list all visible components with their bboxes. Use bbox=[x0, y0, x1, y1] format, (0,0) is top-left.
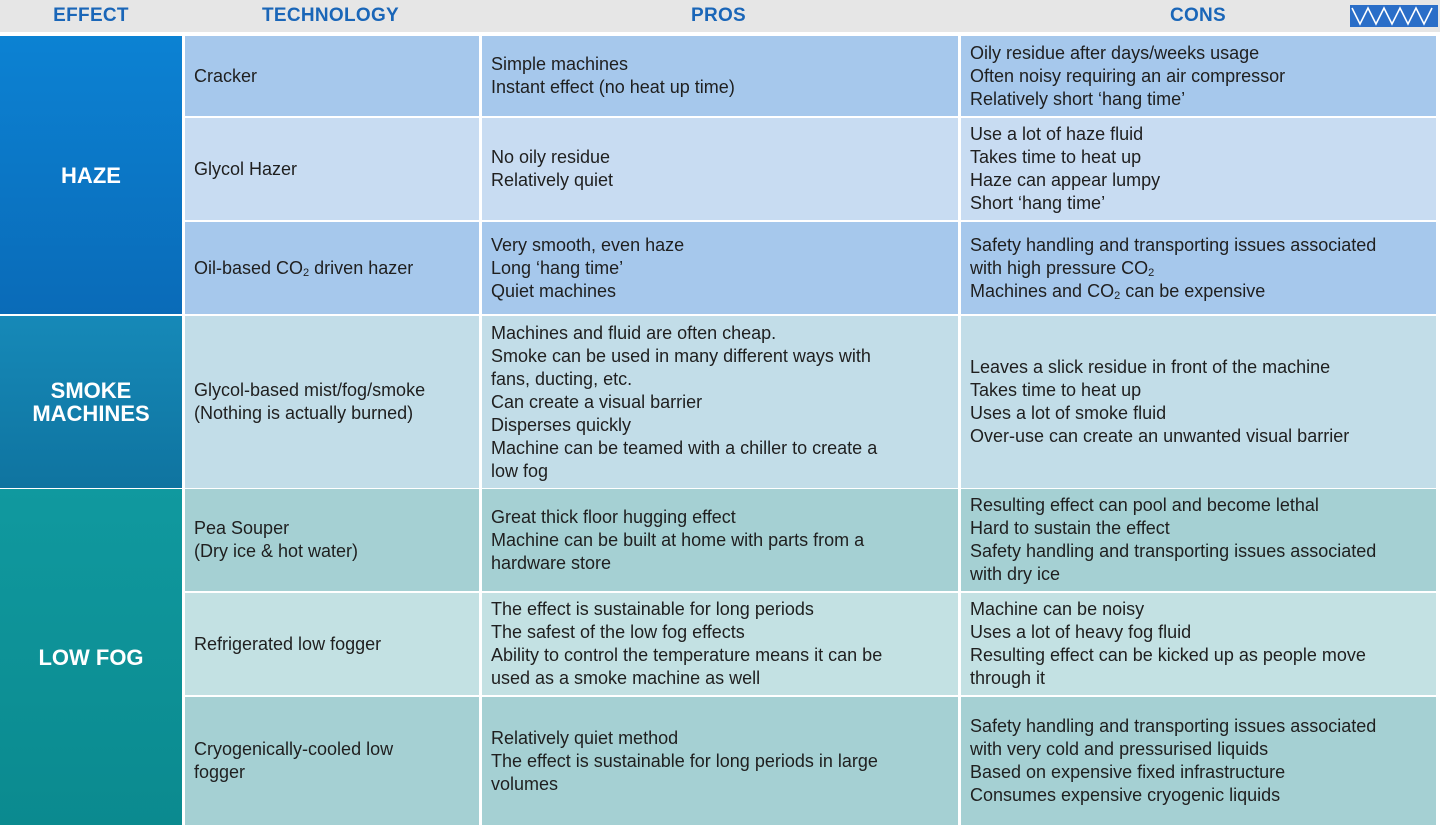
glycol-smoke-pros-cell bbox=[482, 316, 958, 488]
co2-hazer-cons-cell bbox=[961, 222, 1436, 314]
cons-line: Consumes expensive cryogenic liquids bbox=[970, 785, 1281, 805]
pros-line: hardware store bbox=[491, 552, 612, 573]
cracker-technology-cell bbox=[185, 36, 479, 116]
cons-line: Leaves a slick residue in front of the machine bbox=[970, 357, 1331, 377]
cons-line: Hard to sustain the effect bbox=[970, 518, 1170, 538]
refrigerated-low-fogger-technology-cell bbox=[185, 593, 479, 695]
pea-souper-technology-cell bbox=[185, 489, 479, 591]
table-header bbox=[0, 0, 1440, 32]
cons-line: Short ‘hang time’ bbox=[970, 193, 1106, 213]
refrigerated-low-fogger-cons-cell bbox=[961, 593, 1436, 695]
cryogenic-low-fogger-pros-cell bbox=[482, 697, 958, 825]
technology-line: Cracker bbox=[194, 65, 258, 86]
refrigerated-low-fogger-pros-cell bbox=[482, 593, 958, 695]
pros-line: Machines and fluid are often cheap. bbox=[491, 322, 777, 343]
pros-line: Ability to control the temperature means it can be bbox=[491, 645, 883, 665]
cons-line: Haze can appear lumpy bbox=[970, 170, 1161, 190]
glycol-smoke-technology-cell bbox=[185, 316, 479, 488]
cons-line: Safety handling and transporting issues associated bbox=[970, 541, 1377, 561]
cracker-pros-cell bbox=[482, 36, 958, 116]
pros-line: volumes bbox=[491, 773, 559, 794]
cons-line: Machine can be noisy bbox=[970, 599, 1145, 619]
effect-low-fog: LOW FOG bbox=[0, 489, 182, 825]
technology-line: (Nothing is actually burned) bbox=[194, 403, 414, 423]
cons-line: Resulting effect can be kicked up as people move bbox=[970, 645, 1366, 665]
pros-line: The effect is sustainable for long periods bbox=[491, 599, 814, 619]
cons-line: Machines and $CO_2$ can be expensive bbox=[970, 280, 1266, 302]
pros-line: Relatively quiet method bbox=[491, 727, 679, 748]
cons-line: Based on expensive fixed infrastructure bbox=[970, 762, 1286, 782]
cons-line: Uses a lot of heavy fog fluid bbox=[970, 622, 1192, 642]
technology-line: (Dry ice & hot water) bbox=[194, 541, 359, 561]
cons-line: with high pressure $CO_2$ bbox=[970, 257, 1155, 279]
pros-line: used as a smoke machine as well bbox=[491, 668, 761, 688]
technology-line: Refrigerated low fogger bbox=[194, 633, 382, 654]
cons-line: Takes time to heat up bbox=[970, 147, 1142, 167]
cryogenic-low-fogger-technology-cell bbox=[185, 697, 479, 825]
pros-line: Can create a visual barrier bbox=[491, 391, 703, 412]
pros-line: Relatively quiet bbox=[491, 170, 614, 190]
pea-souper-cons-cell bbox=[961, 489, 1436, 591]
cons-line: Safety handling and transporting issues associated bbox=[970, 716, 1377, 736]
effect-haze: HAZE bbox=[0, 36, 182, 314]
pros-line: Machine can be teamed with a chiller to create a bbox=[491, 437, 878, 458]
pros-line: The effect is sustainable for long periods in large bbox=[491, 750, 878, 771]
cons-line: Safety handling and transporting issues associated bbox=[970, 234, 1377, 255]
header-cons: CONS bbox=[1169, 5, 1227, 26]
pros-line: No oily residue bbox=[491, 147, 611, 167]
pros-line: Smoke can be used in many different ways with bbox=[491, 345, 871, 366]
technology-line: fogger bbox=[194, 762, 246, 782]
pea-souper-pros-cell bbox=[482, 489, 958, 591]
cons-line: Relatively short ‘hang time’ bbox=[970, 88, 1186, 109]
technology-line: Oil-based $CO_2$ driven hazer bbox=[194, 257, 414, 279]
glycol-hazer-cons-cell bbox=[961, 118, 1436, 220]
cons-line: Oily residue after days/weeks usage bbox=[970, 42, 1260, 63]
pros-line: Quiet machines bbox=[491, 280, 617, 301]
technology-line: Cryogenically-cooled low bbox=[194, 739, 394, 759]
pros-line: The safest of the low fog effects bbox=[491, 622, 745, 642]
pros-line: Disperses quickly bbox=[491, 414, 632, 435]
cons-line: Uses a lot of smoke fluid bbox=[970, 403, 1167, 423]
cryogenic-low-fogger-cons-cell bbox=[961, 697, 1436, 825]
cons-line: Often noisy requiring an air compressor bbox=[970, 65, 1286, 86]
pros-line: Simple machines bbox=[491, 54, 629, 74]
glycol-hazer-pros-cell bbox=[482, 118, 958, 220]
co2-hazer-technology-cell bbox=[185, 222, 479, 314]
header-technology: TECHNOLOGY bbox=[261, 5, 400, 26]
technology-line: Pea Souper bbox=[194, 518, 290, 538]
cons-line: Takes time to heat up bbox=[970, 380, 1142, 400]
pros-line: Great thick floor hugging effect bbox=[491, 506, 736, 527]
header-pros: PROS bbox=[690, 5, 747, 26]
glycol-hazer-technology-cell bbox=[185, 118, 479, 220]
pros-line: Machine can be built at home with parts from a bbox=[491, 529, 865, 550]
cracker-cons-cell bbox=[961, 36, 1436, 116]
cons-line: with dry ice bbox=[970, 564, 1061, 584]
pros-line: Long ‘hang time’ bbox=[491, 257, 624, 278]
cons-line: Over-use can create an unwanted visual barrier bbox=[970, 426, 1350, 446]
brand-logo-zigzag-icon bbox=[1350, 5, 1438, 27]
header-effect: EFFECT bbox=[53, 5, 129, 26]
effect-smoke-machines: SMOKE MACHINES bbox=[0, 316, 182, 488]
pros-line: Very smooth, even haze bbox=[491, 234, 685, 255]
co2-hazer-pros-cell bbox=[482, 222, 958, 314]
pros-line: Instant effect (no heat up time) bbox=[491, 77, 735, 97]
cons-line: through it bbox=[970, 668, 1046, 688]
pros-line: fans, ducting, etc. bbox=[491, 368, 633, 389]
technology-line: Glycol Hazer bbox=[194, 158, 298, 179]
technology-line: Glycol-based mist/fog/smoke bbox=[194, 380, 426, 400]
pros-line: low fog bbox=[491, 460, 549, 481]
cons-line: Use a lot of haze fluid bbox=[970, 124, 1144, 144]
glycol-smoke-cons-cell bbox=[961, 316, 1436, 488]
cons-line: Resulting effect can pool and become lethal bbox=[970, 495, 1319, 515]
cons-line: with very cold and pressurised liquids bbox=[970, 739, 1269, 759]
